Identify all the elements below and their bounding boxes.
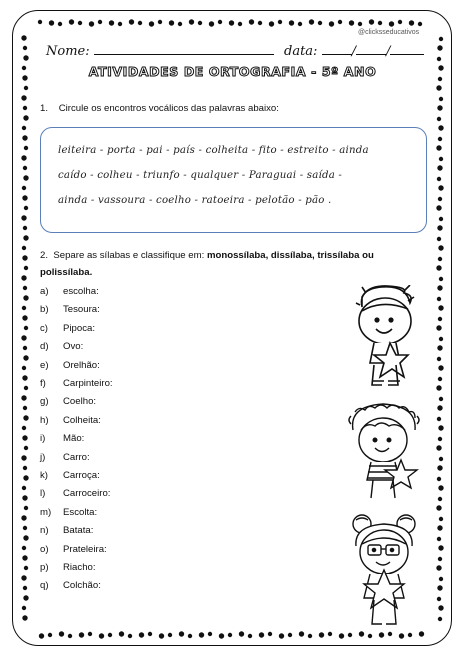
- item-word: Ovo:: [63, 341, 84, 353]
- word-line[interactable]: caído - colheu - triunfo - qualquer - Paraguai - saída -: [58, 170, 343, 181]
- question-emphasis: polissílaba.: [40, 267, 93, 278]
- watermark: @clicksseducativos: [358, 29, 420, 36]
- name-label: Nome:: [46, 44, 90, 59]
- item-word: Mão:: [63, 433, 85, 445]
- question-text: Circule os encontros vocálicos das palavras abaixo:: [58, 103, 279, 114]
- item-letter: d): [40, 341, 49, 353]
- item-letter: h): [40, 414, 49, 426]
- item-letter: q): [40, 580, 49, 592]
- item-letter: f): [40, 378, 46, 389]
- answer-item: [40, 488, 110, 499]
- question-1: [40, 103, 279, 114]
- name-field[interactable]: [46, 44, 274, 59]
- item-letter: j): [40, 451, 46, 463]
- word-line[interactable]: ainda - vassoura - coelho - ratoeira - pelotão - pão .: [58, 195, 332, 206]
- word-line[interactable]: leiteira - porta - pai - país - colheita - fito - estreito - ainda: [58, 145, 369, 156]
- question-number: 1.: [40, 103, 49, 114]
- answer-item: [40, 452, 90, 463]
- item-letter: p): [40, 562, 49, 573]
- date-year-line[interactable]: [390, 44, 424, 55]
- item-word: Coelho:: [63, 396, 97, 408]
- item-word: Tesoura:: [63, 304, 100, 316]
- item-word: Escolta:: [63, 506, 98, 518]
- item-word: Carro:: [63, 451, 90, 463]
- item-word: Colchão:: [63, 580, 101, 592]
- answer-item: [40, 396, 96, 407]
- answer-item: [40, 544, 107, 555]
- item-word: Carroceiro:: [63, 488, 111, 500]
- date-label: data:: [284, 44, 318, 59]
- answer-item: [40, 433, 84, 444]
- answer-item: [40, 470, 100, 481]
- item-letter: k): [40, 470, 48, 481]
- item-letter: i): [40, 433, 46, 445]
- answer-item: [40, 378, 113, 389]
- question-number: 2.: [40, 250, 49, 261]
- item-letter: m): [40, 506, 52, 518]
- date-month-line[interactable]: [356, 44, 386, 55]
- question-text: Separe as sílabas e classifique em:: [53, 250, 205, 261]
- page-title: ATIVIDADES DE ORTOGRAFIA - 5º ANO: [88, 64, 377, 79]
- question-2-cont: [40, 267, 92, 278]
- boy-illustration: [348, 285, 424, 390]
- item-letter: g): [40, 396, 49, 408]
- item-letter: c): [40, 322, 48, 334]
- item-word: Colheita:: [63, 414, 101, 426]
- item-letter: n): [40, 525, 49, 537]
- answer-item: [40, 286, 99, 297]
- item-word: Orelhão:: [63, 359, 100, 371]
- girl-glasses-illustration: [346, 512, 426, 632]
- item-word: Riacho:: [63, 562, 96, 573]
- item-word: Carpinteiro:: [63, 378, 113, 389]
- item-letter: b): [40, 304, 49, 316]
- item-letter: e): [40, 359, 49, 371]
- question-emphasis: monossílaba, dissílaba, trissílaba ou: [206, 250, 374, 261]
- date-separator: /: [351, 44, 356, 59]
- item-letter: o): [40, 543, 49, 555]
- answer-item: [40, 580, 101, 591]
- date-day-line[interactable]: [322, 44, 352, 55]
- item-word: Carroça:: [63, 470, 100, 481]
- item-word: Prateleira:: [63, 543, 107, 555]
- answer-item: [40, 562, 96, 573]
- answer-item: [40, 341, 83, 352]
- date-separator: /: [385, 44, 391, 59]
- item-letter: l): [40, 488, 46, 500]
- answer-item: [40, 525, 93, 536]
- girl-illustration: [345, 400, 425, 500]
- item-word: Batata:: [63, 525, 94, 537]
- answer-item: [40, 415, 101, 426]
- question-2: [40, 250, 430, 261]
- name-line[interactable]: [94, 44, 274, 55]
- answer-item: [40, 323, 95, 334]
- item-word: escolha:: [63, 286, 99, 297]
- item-letter: a): [40, 286, 49, 297]
- answer-item: [40, 304, 100, 315]
- answer-item: [40, 360, 100, 371]
- item-word: Pipoca:: [63, 322, 95, 334]
- date-field[interactable]: [284, 44, 424, 59]
- answer-item: [40, 507, 97, 518]
